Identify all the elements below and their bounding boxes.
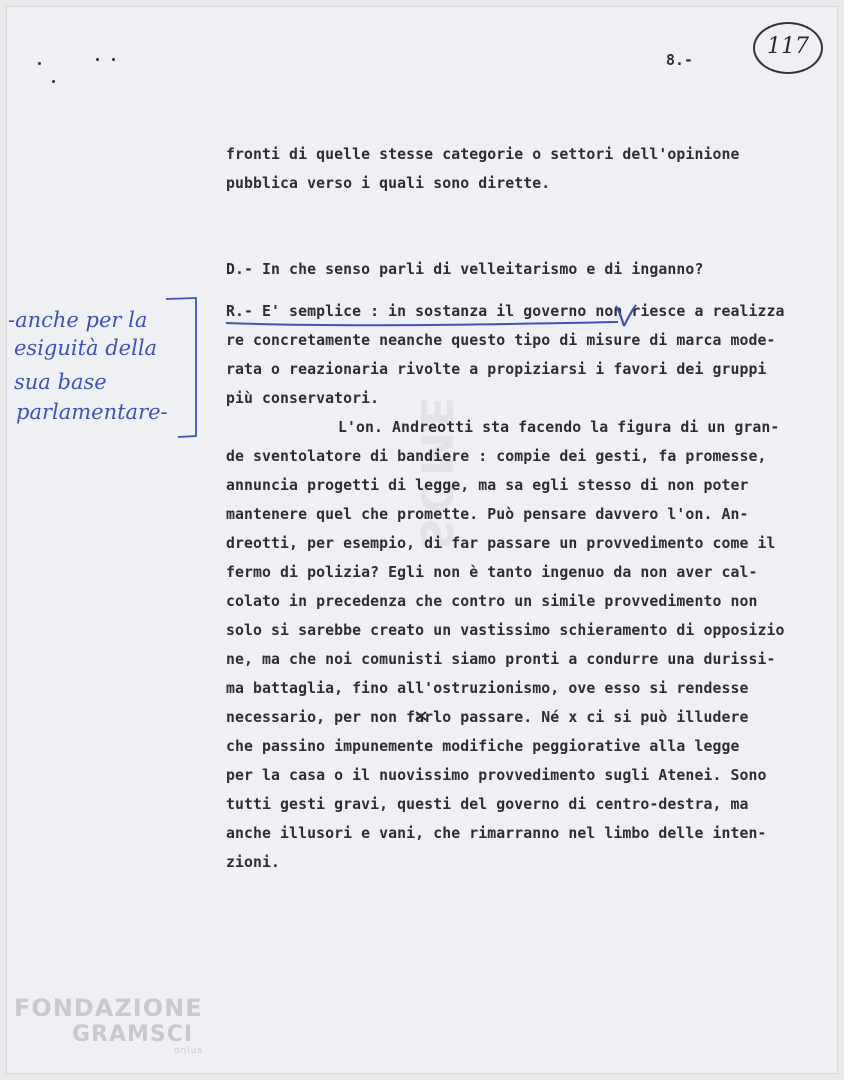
text-line: re concretamente neanche questo tipo di misure di marca mode- <box>226 332 776 349</box>
watermark-line1: FONDAZIONE <box>14 994 203 1022</box>
margin-bracket <box>166 298 196 437</box>
handwritten-marks <box>6 6 838 1074</box>
text-line: L'on. Andreotti sta facendo la figura di un gran- <box>338 419 780 436</box>
typed-strike <box>416 712 426 720</box>
text-line: più conservatori. <box>226 390 380 407</box>
text-line: de sventolatore di bandiere : compie dei gesti, fa promesse, <box>226 448 767 465</box>
text-line: solo si sarebbe creato un vastissimo schieramento di opposizio <box>226 622 785 639</box>
margin-note-line: sua base <box>14 370 107 394</box>
text-line: anche illusori e vani, che rimarranno nel limbo delle inten- <box>226 825 767 842</box>
insertion-caret <box>616 305 636 326</box>
text-line: zioni. <box>226 854 281 871</box>
text-line: mantenere quel che promette. Può pensare davvero l'on. An- <box>226 506 749 523</box>
foundation-watermark <box>14 994 204 1056</box>
text-line: tutti gesti gravi, questi del governo di centro-destra, ma <box>226 796 749 813</box>
text-line: rata o reazionaria rivolte a propiziarsi i favori dei gruppi <box>226 361 767 378</box>
text-line: dreotti, per esempio, di far passare un provvedimento come il <box>226 535 776 552</box>
text-line: colato in precedenza che contro un simile provvedimento non <box>226 593 758 610</box>
insertion-underline <box>226 322 618 325</box>
margin-note-line: parlamentare- <box>16 400 168 424</box>
answer-line: R.- E' semplice : in sostanza il governo non riesce a realizza <box>226 303 785 320</box>
text-line: pubblica verso i quali sono dirette. <box>226 175 551 192</box>
text-line: per la casa o il nuovissimo provvedimento sugli Atenei. Sono <box>226 767 767 784</box>
watermark-line3: onlus <box>174 1046 204 1056</box>
document-page <box>6 6 838 1074</box>
text-line: fermo di polizia? Egli non è tanto ingenuo da non aver cal- <box>226 564 758 581</box>
text-line: ma battaglia, fino all'ostruzionismo, ove esso si rendesse <box>226 680 749 697</box>
page-number: 8.- <box>666 52 694 69</box>
text-line: fronti di quelle stesse categorie o settori dell'opinione <box>226 146 740 163</box>
margin-note-line: esiguità della <box>14 336 158 360</box>
text-line: annuncia progetti di legge, ma sa egli stesso di non poter <box>226 477 749 494</box>
question-line: D.- In che senso parli di velleitarismo e di inganno? <box>226 261 704 278</box>
text-line: che passino impunemente modifiche peggiorative alla legge <box>226 738 740 755</box>
text-line: ne, ma che noi comunisti siamo pronti a condurre una durissi- <box>226 651 776 668</box>
text-line: necessario, per non farlo passare. Né x ci si può illudere <box>226 709 749 726</box>
watermark-line2: GRAMSCI <box>72 1022 194 1047</box>
margin-note-line: -anche per la <box>8 308 148 332</box>
background-watermark: ƎMƆƧ <box>410 396 461 558</box>
archive-number: 117 <box>753 22 823 74</box>
